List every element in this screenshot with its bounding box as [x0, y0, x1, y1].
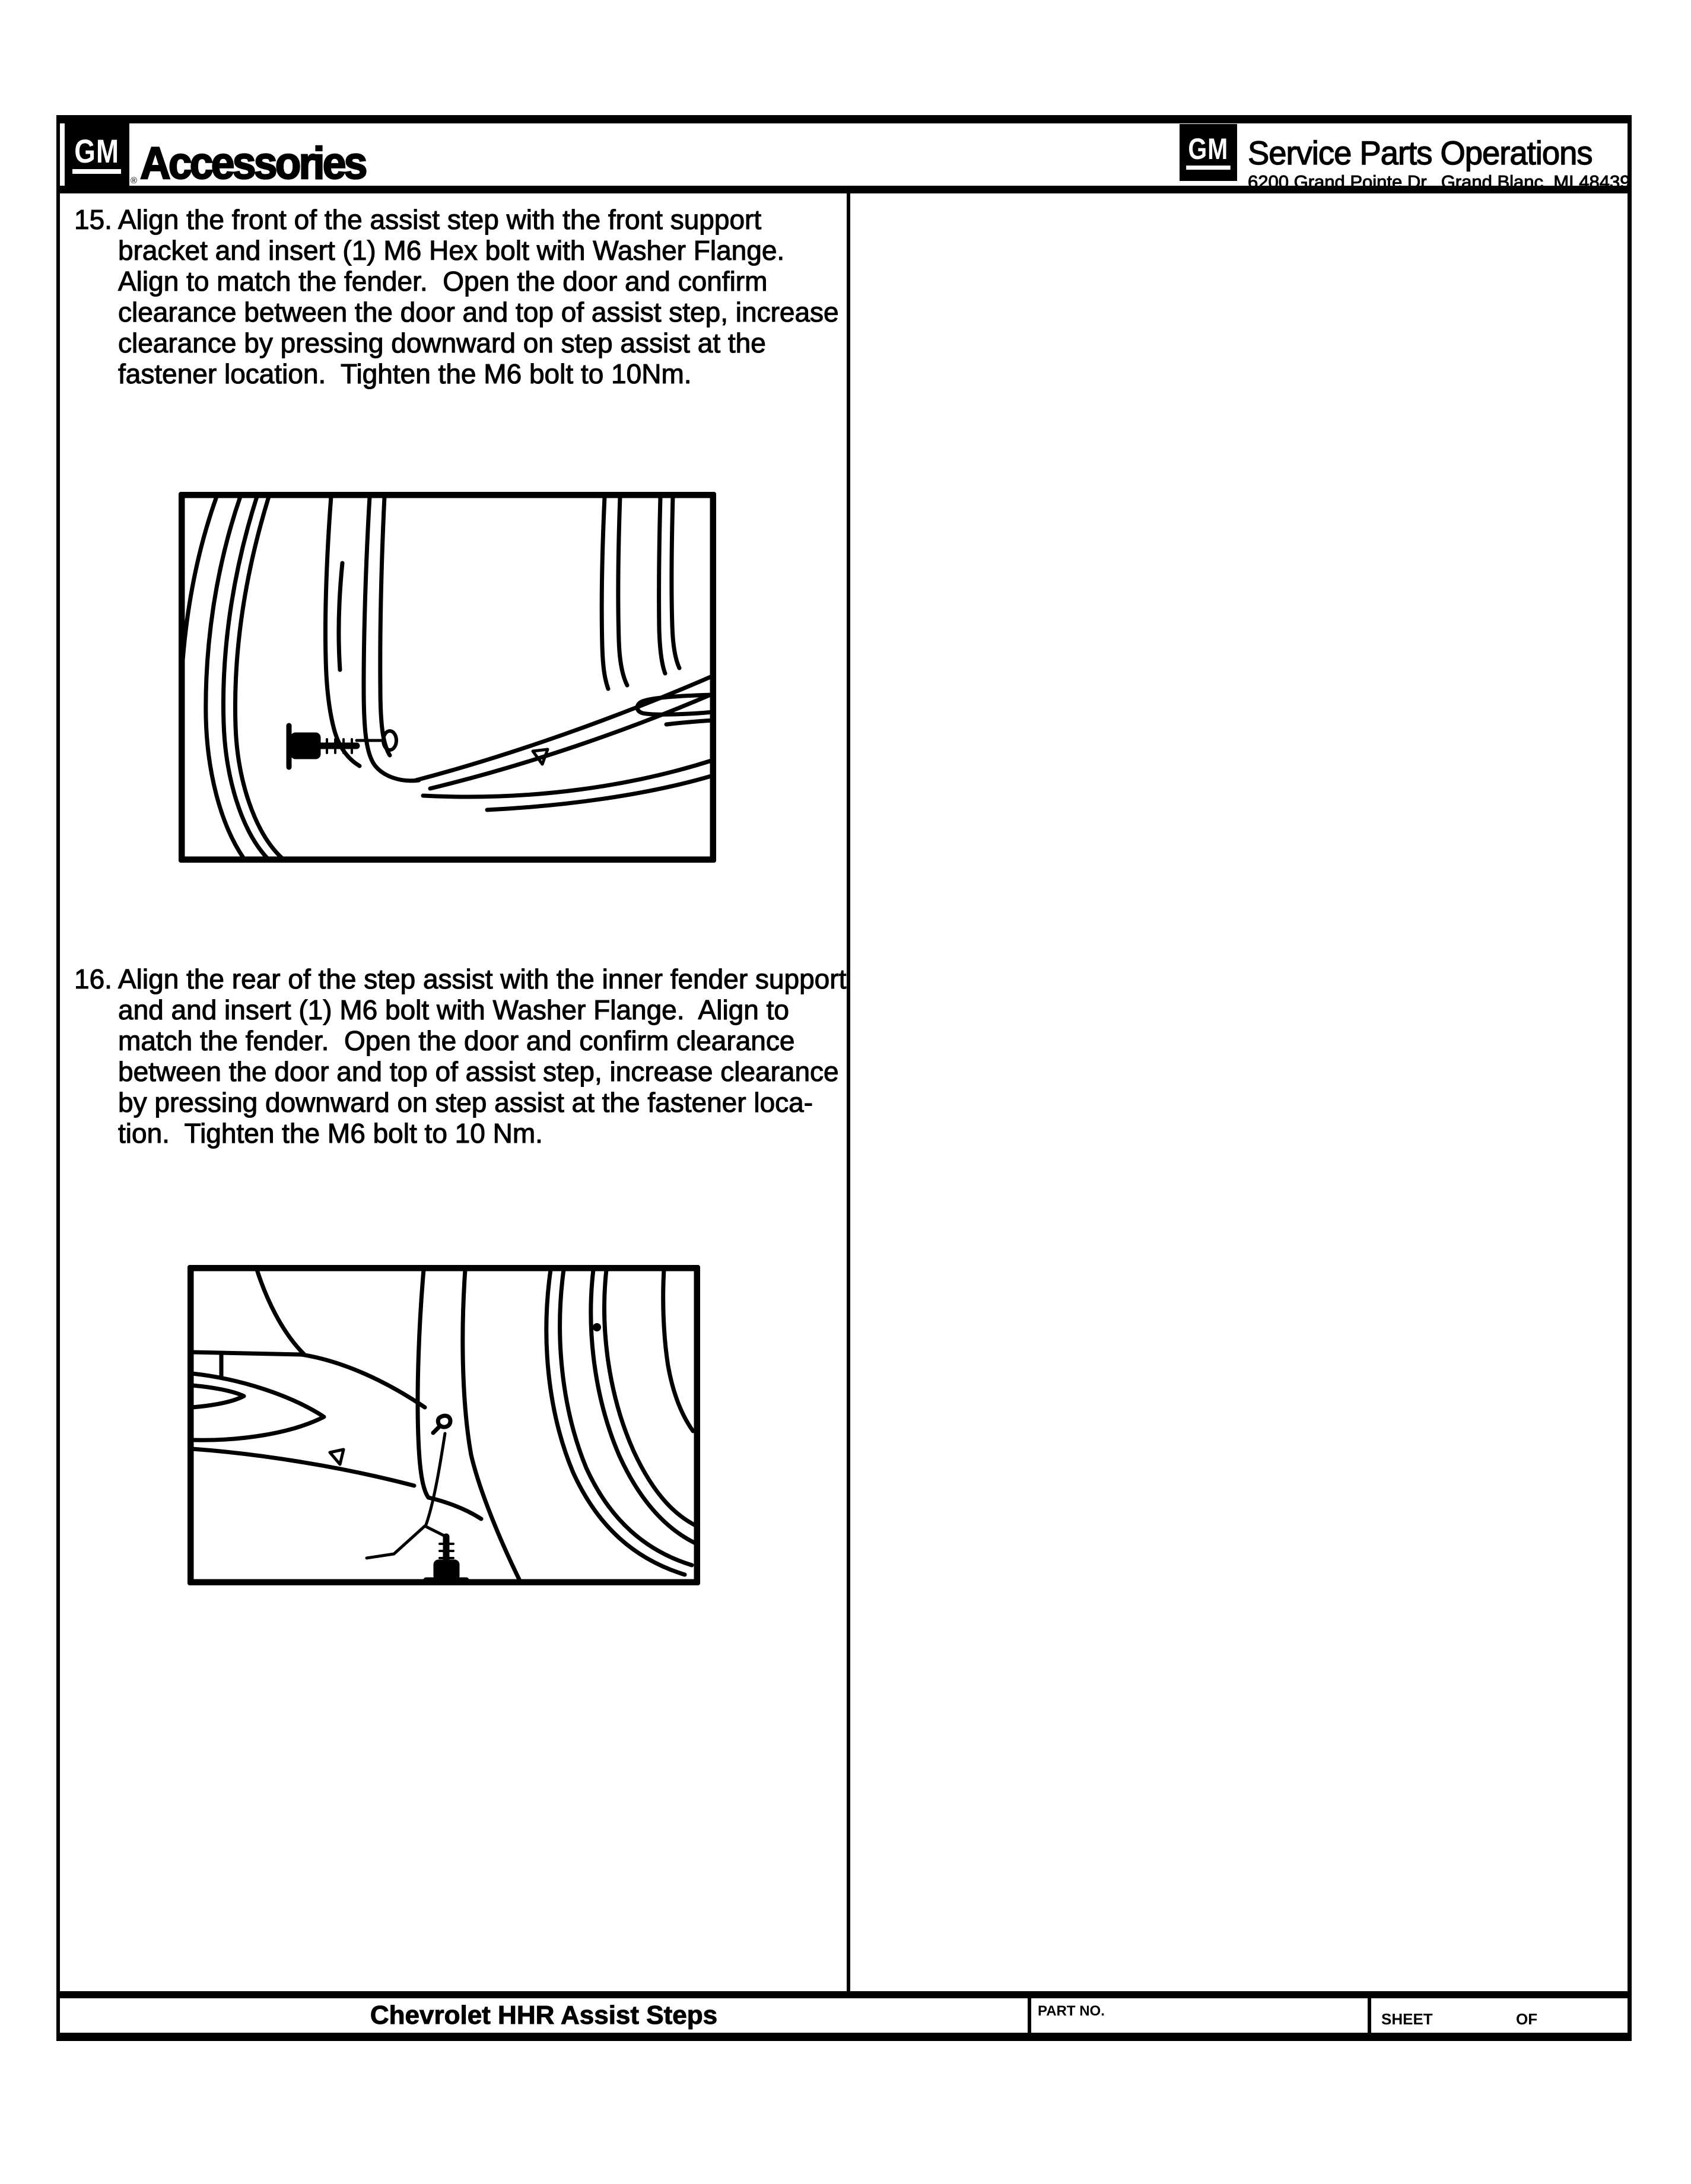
- footer-cell-divider: [1028, 1991, 1031, 2041]
- sheet-label: SHEET: [1381, 2010, 1433, 2028]
- fastener-location-mark: [433, 1416, 450, 1433]
- service-parts-operations-title: Service Parts Operations: [1248, 134, 1593, 171]
- m6-hex-bolt-icon: [289, 726, 357, 767]
- step-16-number: 16.: [74, 964, 112, 994]
- arch-dot-mark: [593, 1323, 601, 1331]
- step-16-line: by pressing downward on step assist at the fastener loca-: [118, 1087, 813, 1118]
- step-16-line: and and insert (1) M6 bolt with Washer Flange. Align to: [118, 994, 789, 1025]
- rear-fender-line-art: [187, 1265, 700, 1585]
- gm-logo-right: [1180, 124, 1237, 181]
- step-15-line: bracket and insert (1) M6 Hex bolt with Washer Flange.: [118, 235, 785, 266]
- m6-bolt-icon: [426, 1537, 466, 1580]
- footer-title-cell: [60, 1998, 1028, 2033]
- rear-wheel-arch-lines: [546, 1270, 697, 1575]
- body-crease-curve: [257, 1270, 304, 1354]
- gm-logo-left-letters: GM: [72, 135, 121, 173]
- step-16-line: match the fender. Open the door and confirm clearance: [118, 1025, 795, 1056]
- column-divider: [847, 193, 850, 1991]
- step-15-line: clearance between the door and top of assist step, increase: [118, 297, 839, 328]
- step-16-line: Align the rear of the step assist with the inner fender support: [118, 964, 847, 994]
- step-16-line: between the door and top of assist step, increase clearance: [118, 1056, 839, 1087]
- step-15-text: [118, 204, 839, 389]
- step-15-number: 15.: [74, 204, 112, 235]
- header-band: [56, 115, 1632, 193]
- step-15-line: Align to match the fender. Open the door and confirm: [118, 266, 768, 297]
- fender-edge-lines: [325, 497, 360, 766]
- door-panel-lines: [602, 497, 679, 689]
- step-15-line: Align the front of the assist step with the front support: [118, 204, 762, 235]
- door-leading-edge-lines: [364, 497, 419, 781]
- front-fender-line-art: [179, 492, 716, 863]
- illustration-frame: [182, 495, 713, 860]
- registered-trademark-icon: ®: [131, 176, 138, 186]
- part-no-label: PART NO.: [1038, 2003, 1105, 2019]
- accessories-title: Accessories: [140, 138, 365, 189]
- v-leader-line: [367, 1526, 446, 1558]
- step-16-line: tion. Tighten the M6 bolt to 10 Nm.: [118, 1118, 543, 1149]
- triangle-marker-icon: [330, 1449, 344, 1464]
- rear-assist-step-bolt-location-diagram: [187, 1265, 700, 1585]
- document-title: Chevrolet HHR Assist Steps: [370, 2001, 718, 2030]
- bolt-leader-line: [426, 1433, 445, 1525]
- gm-logo-right-letters: GM: [1186, 135, 1230, 170]
- of-label: OF: [1516, 2010, 1538, 2028]
- front-assist-step-bolt-location-diagram: [179, 492, 716, 863]
- step-16-text: [118, 964, 846, 1149]
- footer-cell-divider: [1368, 1991, 1371, 2041]
- step-15-line: clearance by pressing downward on step assist at the: [118, 328, 766, 358]
- step-15-line: fastener location. Tighten the M6 bolt to 10Nm.: [118, 358, 692, 389]
- door-trailing-edge-lines: [418, 1270, 520, 1581]
- front-wheel-arch-lines: [180, 497, 282, 859]
- step-assist-lines: [192, 1352, 425, 1486]
- gm-logo-left: [65, 123, 129, 186]
- service-parts-operations-address: 6200 Grand Pointe Dr., Grand Blanc, MI 48439: [1248, 171, 1630, 192]
